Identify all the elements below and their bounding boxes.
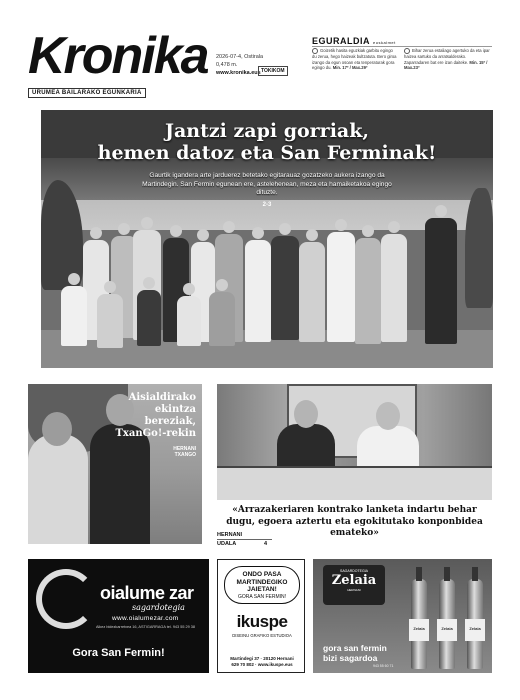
weather-title: EGURALDIA euskalmet <box>312 36 396 46</box>
speech-bubble: ONDO PASA MARTINDEGIKO JAIETAN! GORA SAN FERMIN! <box>224 566 300 604</box>
person <box>61 286 87 346</box>
main-page-ref: 2-3 <box>262 202 272 208</box>
oialume-ad[interactable] <box>28 559 209 673</box>
masthead-logo[interactable]: Kronika <box>28 27 208 85</box>
person <box>97 294 123 348</box>
ikuspe-contact: Martindegi 37 · 20120 Hernani 629 70 802 · www.ikuspe.eus <box>230 656 294 667</box>
udala-section: HERNANI <box>217 532 243 538</box>
table <box>217 466 492 500</box>
divider <box>217 539 272 540</box>
person <box>28 434 88 544</box>
masthead-subtitle: URUMEA BAILARAKO EGUNKARIA <box>28 88 146 98</box>
person <box>299 242 325 342</box>
cider-bottle: Zelaia <box>467 579 483 669</box>
oialume-logo-icon <box>36 569 96 629</box>
cider-bottle: Zelaia <box>439 579 455 669</box>
txango-story-photo[interactable] <box>28 384 202 544</box>
person <box>137 290 161 346</box>
oialume-tagline: sagardotegia <box>132 603 185 612</box>
oialume-footer: Gora San Fermin! <box>72 647 165 659</box>
site-url[interactable]: www.kronika.eus <box>216 70 261 76</box>
person <box>209 292 235 346</box>
txango-section: HERNANI TXANGO <box>173 446 196 458</box>
person <box>271 236 299 340</box>
main-lead: Gaurtik igandera arte jarduerez betetako egitarauaz gozatzeko aukera izango da Martindegin. San Fermin egunean ere, astelehenean, meza eta hamaiketakoa egingo dituzte. <box>142 172 392 196</box>
person <box>277 424 335 472</box>
udala-quote-headline[interactable]: «Arrazakeriaren kontrako lanketa indartu behar dugu, egoera aztertu eta egokitutako konponbidea emateko» <box>226 505 483 538</box>
person <box>90 424 150 544</box>
zelaia-logo: SAGARDOTEGIA Zelaia HERNANI <box>323 565 385 605</box>
person <box>177 296 201 346</box>
ikuspe-subtitle: DISEINU GRAFIKO ESTUDIOA <box>232 633 292 638</box>
issue-date: 2026-07-4, Ostirala <box>216 54 264 60</box>
weather-divider <box>312 46 492 47</box>
weather-today: Goizetik hasita eguzkiak garbitu egingo du zerua, hego haizeak bultzatuta. Bero giroa izango da egun osoan eta tenperaturak gora egingo du. Min. 17º / Max.29º <box>312 48 397 71</box>
issue-info <box>216 53 263 77</box>
zelaia-slogan: gora san fermin bizi sagardoa <box>323 643 387 663</box>
cider-bottle: Zelaia <box>411 579 427 669</box>
issue-price: 0,478 m. <box>216 62 238 68</box>
person <box>381 234 407 342</box>
main-headline[interactable]: Jantzi zapi gorriak, hemen datoz eta San Ferminak! <box>97 120 437 164</box>
ikuspe-ad[interactable] <box>217 559 305 673</box>
person <box>245 240 271 342</box>
weather-tomorrow: Bihar zerua estaliago agertuko da eta ipar haizea sartuko da arratsalderako. Zaparradaren bat ere izan daiteke. Min. 15º / Max.23º <box>404 48 490 71</box>
udala-page-ref: 4 <box>264 541 268 547</box>
oialume-brand: oialume zar <box>100 583 194 603</box>
oialume-address: Alkez bidezkarretxea 16, ASTIGARRAGA tel. 943 55 29 38 <box>96 625 195 629</box>
person <box>355 238 381 344</box>
tokikom-badge: TOKIKOM <box>258 66 288 76</box>
zelaia-phone: 943 55 60 71 <box>373 664 394 668</box>
zelaia-ad[interactable] <box>313 559 492 673</box>
ikuspe-brand: ikuspe <box>236 612 288 631</box>
txango-headline[interactable]: Aisialdirako ekintza bereziak, TxanGo!-rekin <box>115 392 196 439</box>
person <box>327 232 355 342</box>
udala-subsection: UDALA <box>217 541 237 547</box>
oialume-url[interactable]: www.oialumezar.com <box>112 615 179 622</box>
udala-story-photo[interactable] <box>217 384 492 500</box>
main-story-photo[interactable] <box>41 110 493 368</box>
person <box>425 218 457 344</box>
